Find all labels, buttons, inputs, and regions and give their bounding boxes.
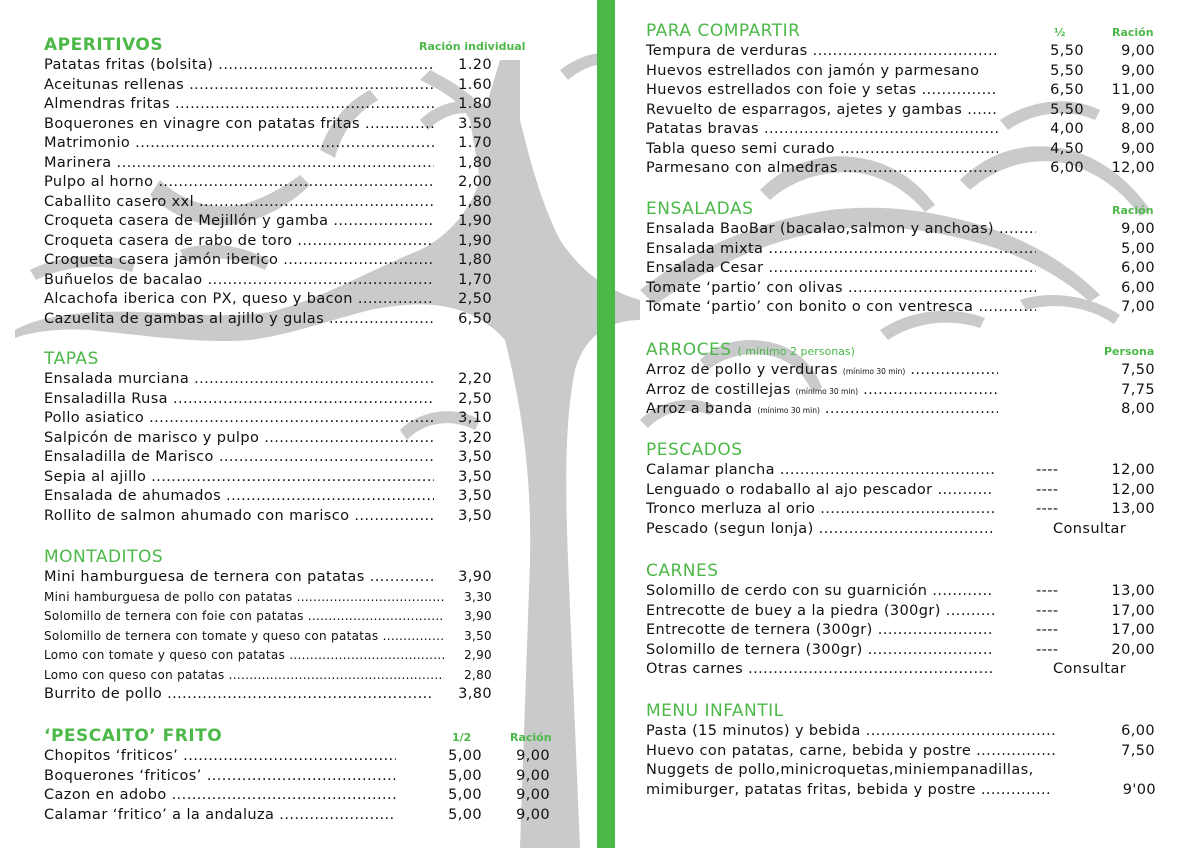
item-price-full: 11,00 [1111,82,1155,98]
item-price: 12,00 [1111,462,1155,478]
list-item [44,806,564,826]
item-price: 3.50 [458,115,492,132]
item-name: Parmesano con almedras ..... [646,159,998,179]
list-item [646,120,1166,140]
item-price-half: 5,50 [1050,43,1084,59]
list-item [44,767,564,787]
item-price-half: 4,50 [1050,140,1084,157]
list-item [646,220,1166,240]
item-price-half: 5,00 [448,748,482,764]
item-name: Ensalada BaoBar (bacalao,salmon y anchoas) ..... [646,220,1036,240]
item-price: 13,00 [1111,583,1155,599]
list-item [44,232,544,252]
item-price: 1.70 [458,135,492,151]
list-item [44,76,544,96]
item-price-full: 12,00 [1111,160,1155,176]
item-price: 6,00 [1121,723,1155,739]
list-item [44,56,544,76]
list-item [44,134,544,154]
item-name: Pasta (15 minutos) y bebida ..... [646,722,1056,742]
section-title [646,339,1166,361]
section-title-text: ARROCES [646,340,732,360]
section-title: CARNES [646,561,719,581]
list-item [646,582,1166,602]
item-price-half: 5,00 [448,787,482,803]
list-item [646,461,1166,481]
section-title: ‘PESCAITO’ FRITO [44,726,223,746]
item-name: Patatas fritas (bolsita) ..... [44,56,434,76]
item-name: Tabla queso semi curado ..... [646,140,998,160]
list-item [44,448,544,468]
item-name: Revuelto de esparragos, ajetes y gambas ..... [646,101,998,121]
item-name: Calamar ‘fritico’ a la andaluza ..... [44,806,396,826]
list-item [44,747,564,767]
item-name: Pescado (segun lonja) ..... [646,520,994,540]
list-item [44,115,544,135]
list-item [44,627,544,647]
item-price-full: 9,00 [516,787,550,803]
item-name: Nuggets de pollo,minicroquetas,miniempanadillas, [646,762,1034,778]
item-name: Tomate ‘partio’ con bonito o con ventresca ..... [646,298,1036,318]
item-name: Croqueta casera de rabo de toro ..... [44,232,434,252]
column-header: Ración [1112,204,1154,217]
column-header: Persona [1104,345,1155,358]
item-name: Ensalada mixta ..... [646,240,1036,260]
item-dash: ---- [1036,602,1059,619]
item-name: Alcachofa iberica con PX, queso y bacon ..... [44,290,434,310]
item-price: 7,50 [1121,742,1155,759]
list-item [44,212,544,232]
item-price-full: 9,00 [1121,140,1155,157]
section-infantil [646,700,1166,800]
list-item [44,429,544,449]
list-item [44,685,544,705]
list-item [646,660,1166,680]
item-name: Tronco merluza al orio ..... [646,500,994,520]
item-price-full: 8,00 [1121,121,1155,137]
item-name: Croqueta casera jamón iberico ..... [44,251,434,271]
list-item [44,468,544,488]
list-item [646,259,1166,279]
column-header-full: Ración [1112,26,1154,39]
list-item [646,240,1166,260]
list-item [44,310,544,330]
list-item [646,742,1166,762]
item-price: 7,75 [1121,381,1155,398]
column-header-half: ½ [1054,26,1066,39]
item-dash: ---- [1036,501,1059,517]
list-item [44,370,544,390]
item-name: Cazuelita de gambas al ajillo y gulas ..... [44,310,434,330]
list-item [44,193,544,213]
list-item [44,646,544,666]
item-dash: ---- [1036,583,1059,599]
item-price: 2,50 [458,291,492,307]
item-name: Sepia al ajillo ..... [44,468,434,488]
list-item [646,159,1166,179]
item-price: Consultar [1053,520,1127,537]
list-item [646,722,1166,742]
item-price: 20,00 [1111,641,1155,658]
item-name: Cazon en adobo ..... [44,786,396,806]
item-name: Ensaladilla Rusa ..... [44,390,434,410]
item-price: 9'00 [1122,781,1156,798]
item-price: 1,80 [458,252,492,268]
item-name: Boquerones en vinagre con patatas fritas ..... [44,115,434,135]
item-price: 3,50 [458,488,492,504]
item-name: Pulpo al horno ..... [44,173,434,193]
section-carnes [646,560,1166,680]
item-dash: ---- [1036,641,1059,658]
item-price: 1,70 [458,271,492,288]
list-item [646,481,1166,501]
list-item [646,361,1166,381]
item-price: 1,90 [458,213,492,229]
item-price: 2,00 [458,174,492,190]
item-name: Solomillo de ternera (300gr) ..... [646,641,994,661]
item-price: 7,50 [1121,362,1155,378]
section-title: ENSALADAS [646,199,754,219]
item-name [646,381,998,402]
list-item [646,62,1166,82]
item-price-full: 9,00 [516,806,550,823]
column-header-full: Ración [510,731,552,744]
item-name: Marinera ..... [44,154,434,174]
item-name: Pollo asiatico ..... [44,409,434,429]
item-price: 1.80 [458,96,492,112]
item-name: Salpicón de marisco y pulpo ..... [44,429,434,449]
item-price: 7,00 [1121,299,1155,315]
item-price: 1,80 [458,154,492,171]
item-name: Burrito de pollo ..... [44,685,434,705]
item-price: 6,00 [1121,279,1155,296]
item-name: Chopitos ‘friticos’ ..... [44,747,396,767]
item-price-half: 5,50 [1050,62,1084,79]
item-name: Aceitunas rellenas ..... [44,76,434,96]
item-price-full: 9,00 [1121,43,1155,59]
item-name: Tomate ‘partio’ con olivas ..... [646,279,1036,299]
item-price-full: 9,00 [1121,101,1155,118]
item-price-half: 5,00 [448,767,482,784]
item-name: Ensalada murciana ..... [44,370,434,390]
item-price: 3,50 [464,628,492,643]
list-item [646,279,1166,299]
item-price: 5,00 [1121,240,1155,257]
item-price-half: 6,00 [1050,160,1084,176]
item-price: 17,00 [1111,602,1155,619]
item-name: Entrecotte de buey a la piedra (300gr) ..... [646,602,994,622]
list-item [44,390,544,410]
item-name: mimiburger, patatas fritas, bebida y postre ..... [646,781,1051,801]
item-price: 17,00 [1111,622,1155,638]
item-price: 6,50 [458,310,492,327]
item-price-full: 9,00 [516,767,550,784]
item-price: 6,00 [1121,260,1155,276]
list-item [44,173,544,193]
item-name: Tempura de verduras ..... [646,42,998,62]
item-price: 8,00 [1121,401,1155,417]
list-item [44,607,544,627]
item-price: 12,00 [1111,481,1155,498]
item-price-half: 5,00 [448,806,482,823]
item-name: Buñuelos de bacalao ..... [44,271,434,291]
column-header-half: 1/2 [452,731,472,744]
item-price-full: 9,00 [1121,62,1155,79]
item-price: 1.60 [458,76,492,93]
item-name: Lenguado o rodaballo al ajo pescador ..... [646,481,994,501]
section-montaditos [44,546,544,705]
section-compartir [646,20,1166,179]
item-price: 3,50 [458,507,492,524]
list-item [44,507,544,527]
section-title: MONTADITOS [44,547,164,567]
item-name: Boquerones ‘friticos’ ..... [44,767,396,787]
list-item [44,409,544,429]
item-name-text: Arroz de pollo y verduras [646,362,838,378]
list-item [44,786,564,806]
item-name: Caballito casero xxl ..... [44,193,434,213]
green-divider [597,0,615,848]
item-name: Huevos estrellados con foie y setas ..... [646,81,998,101]
item-name: Rollito de salmon ahumado con marisco ..... [44,507,434,527]
list-item [44,95,544,115]
item-note: (mínimo 30 min) [757,406,820,415]
item-price: 3,90 [464,609,492,623]
item-name-text: Arroz de costillejas [646,381,791,398]
list-item [44,568,544,588]
item-name: Otras carnes ..... [646,660,994,680]
item-note: (mínimo 30 min) [795,386,859,396]
item-price: 1.20 [458,57,492,73]
item-price: 1,90 [458,232,492,249]
item-name [646,361,998,382]
list-item [646,781,1166,801]
item-name: Huevos estrellados con jamón y parmesano [646,62,980,79]
section-title: TAPAS [44,349,99,369]
column-header: Ración individual [419,40,526,53]
item-name: Lomo con tomate y queso con patatas ..... [44,646,444,666]
section-tapas [44,348,544,526]
list-item [44,487,544,507]
item-price: 9,00 [1121,221,1155,237]
item-name: Solomillo de cerdo con su guarnición ..... [646,582,994,602]
item-price-full: 9,00 [516,748,550,764]
item-price-half: 5,50 [1050,101,1084,118]
list-item [646,140,1166,160]
list-item [44,290,544,310]
item-price: 3,30 [464,589,492,604]
item-price-half: 6,50 [1050,82,1084,98]
item-name: Ensaladilla de Marisco ..... [44,448,434,468]
item-name: Lomo con queso con patatas ..... [44,666,444,686]
item-price: 3,80 [458,686,492,702]
item-price: 2,80 [464,667,492,682]
list-item [646,298,1166,318]
section-pescaito [44,725,564,825]
section-title: APERITIVOS [44,35,164,55]
item-name [646,400,998,421]
list-item [646,602,1166,622]
list-item [44,271,544,291]
item-note: (mínimo 30 min) [842,367,906,376]
item-price: Consultar [1053,661,1127,677]
section-title: MENU INFANTIL [646,701,784,721]
list-item [646,400,1166,420]
list-item [44,666,544,686]
section-pescados [646,439,1166,539]
item-price: 13,00 [1111,501,1155,517]
list-item [646,641,1166,661]
section-ensaladas [646,198,1166,318]
item-price: 2,20 [458,371,492,387]
item-price: 2,50 [458,390,492,407]
item-name: Ensalada de ahumados ..... [44,487,434,507]
item-name: Mini hamburguesa de pollo con patatas ..... [44,588,444,608]
list-item [646,42,1166,62]
section-title: PARA COMPARTIR [646,21,801,41]
item-name: Croqueta casera de Mejillón y gamba ..... [44,212,434,232]
list-item [646,761,1166,781]
item-name: Entrecotte de ternera (300gr) ..... [646,621,994,641]
list-item [646,101,1166,121]
item-name-text: Arroz a banda [646,401,753,417]
item-dash: ---- [1036,622,1059,638]
list-item [646,500,1166,520]
item-price: 3,20 [458,429,492,446]
list-item [646,520,1166,540]
item-dash: ---- [1036,462,1059,478]
list-item [646,621,1166,641]
item-price: 3,90 [458,569,492,585]
section-subtitle: ( mínimo 2 personas) [737,345,855,358]
item-name: Patatas bravas ..... [646,120,998,140]
section-title: PESCADOS [646,440,743,460]
item-name: Solomillo de ternera con foie con patatas ..... [44,607,444,627]
list-item [44,588,544,608]
item-price: 3,10 [458,410,492,426]
item-price: 3,50 [458,449,492,465]
list-item [646,81,1166,101]
item-name: Ensalada Cesar ..... [646,259,1036,279]
section-arroces [646,339,1166,420]
item-name: Mini hamburguesa de ternera con patatas ..... [44,568,434,588]
item-name: Matrimonio ..... [44,134,434,154]
item-dash: ---- [1036,481,1059,498]
item-name: Almendras fritas ..... [44,95,434,115]
item-name: Solomillo de ternera con tomate y queso con patatas ..... [44,627,444,647]
item-price: 2,90 [464,648,492,662]
item-price: 3,50 [458,468,492,485]
section-aperitivos [44,34,544,329]
item-name: Calamar plancha ..... [646,461,994,481]
item-price: 1,80 [458,193,492,210]
list-item [44,251,544,271]
item-price-half: 4,00 [1050,121,1084,137]
list-item [646,381,1166,401]
list-item [44,154,544,174]
item-name: Huevo con patatas, carne, bebida y postre ..... [646,742,1056,762]
